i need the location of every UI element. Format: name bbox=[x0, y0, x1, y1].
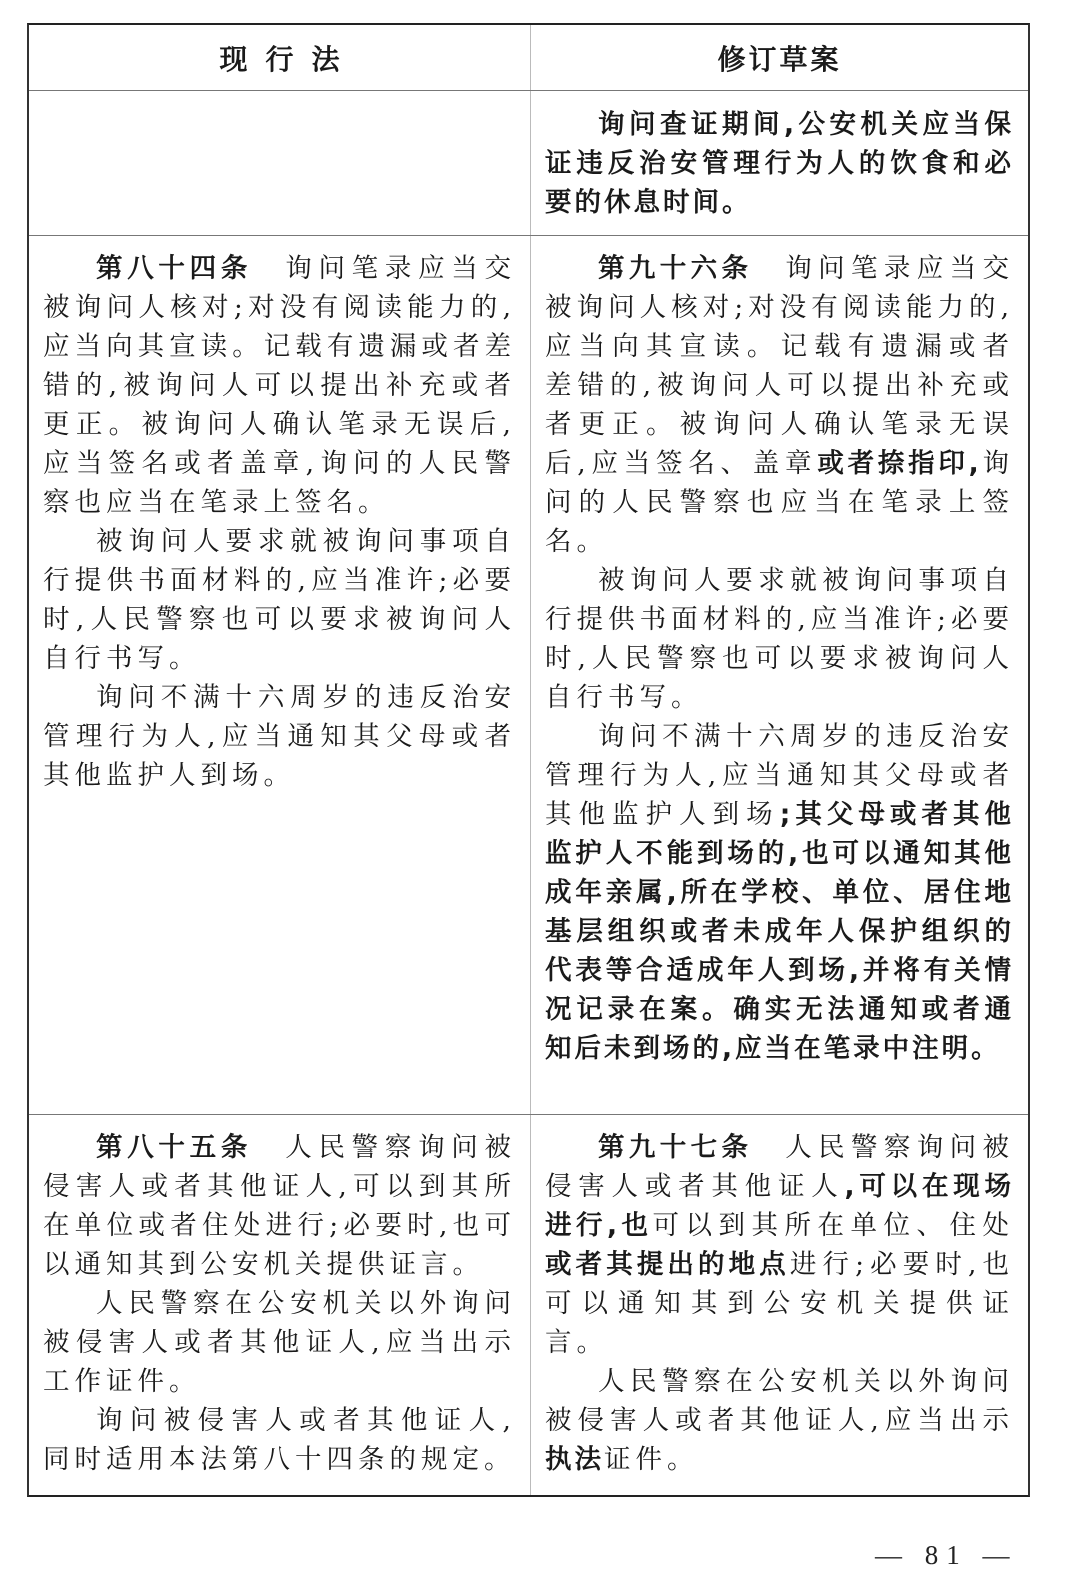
bold-text: 或者捺指印, bbox=[817, 448, 982, 479]
current-law-cell bbox=[29, 236, 531, 1114]
bold-text: 第八十四条 bbox=[96, 253, 253, 284]
text: 被询问人要求就被询问事项自行提供书面材料的,应当准许;必要时,人民警察也可以要求被询问人自行书写。 bbox=[545, 565, 1014, 713]
table-row bbox=[29, 235, 1028, 1114]
paragraph bbox=[43, 249, 516, 522]
text: 询问被侵害人或者其他证人,同时适用本法第八十四条的规定。 bbox=[43, 1405, 516, 1475]
text: 询问笔录应当交被询问人核对;对没有阅读能力的,应当向其宣读。记载有遗漏或者差错的,被询问人可以提出补充或者更正。被询问人确认笔录无误后,应当签名或者盖章,询问的人民警察也应当在笔录上签名。 bbox=[43, 253, 517, 518]
comparison-table bbox=[27, 23, 1030, 1497]
current-law-cell bbox=[29, 1115, 531, 1495]
paragraph bbox=[545, 561, 1014, 717]
header-revised-draft: 修订草案 bbox=[717, 42, 842, 76]
text: 询问不满十六周岁的违反治安管理行为人,应当通知其父母或者其他监护人到场。 bbox=[43, 682, 516, 791]
text: 询问不满十六周岁的违反治安管理行为人,应当通知其父母或者其他监护人到场 bbox=[545, 721, 1014, 830]
paragraph bbox=[43, 1284, 516, 1401]
revised-draft-cell bbox=[531, 91, 1028, 235]
text: 证件。 bbox=[604, 1444, 699, 1475]
bold-text: ;其父母或者其他监护人不能到场的,也可以通知其他成年亲属,所在学校、单位、居住地基层组织或者未成年人保护组织的代表等合适成年人到场,并将有关情况记录在案。确实无法通知或者通知后未到场的,应当在笔录中注明。 bbox=[545, 799, 1014, 1064]
page-number: — 81 — bbox=[875, 1540, 1018, 1570]
revised-draft-cell bbox=[531, 1115, 1028, 1495]
text: 人民警察在公安机关以外询问被侵害人或者其他证人,应当出示 bbox=[545, 1366, 1014, 1436]
text: 人民警察询问被侵害人或者其他证人,可以到其所在单位或者住处进行;必要时,也可以通知其到公安机关提供证言。 bbox=[43, 1132, 517, 1280]
paragraph bbox=[43, 1401, 516, 1479]
bold-text: 或者其提出的地点 bbox=[545, 1249, 790, 1280]
paragraph bbox=[43, 678, 516, 795]
paragraph bbox=[43, 522, 516, 678]
bold-text: 询问查证期间,公安机关应当保证违反治安管理行为人的饮食和必要的休息时间。 bbox=[545, 109, 1014, 218]
text: 询问的人民警察也应当在笔录上签名。 bbox=[545, 448, 1014, 557]
revised-draft-cell bbox=[531, 236, 1028, 1114]
paragraph bbox=[545, 249, 1014, 561]
text: 询问笔录应当交被询问人核对;对没有阅读能力的,应当向其宣读。记载有遗漏或者差错的,被询问人可以提出补充或者更正。被询问人确认笔录无误后,应当签名、盖章 bbox=[545, 253, 1014, 479]
table-header-row bbox=[29, 25, 1028, 90]
bold-text: 第九十七条 bbox=[598, 1132, 753, 1163]
table-row bbox=[29, 1114, 1028, 1495]
text: 人民警察在公安机关以外询问被侵害人或者其他证人,应当出示工作证件。 bbox=[43, 1288, 516, 1397]
text: 可以到其所在单位、住处 bbox=[652, 1210, 1014, 1241]
paragraph bbox=[545, 105, 1014, 222]
paragraph bbox=[545, 1362, 1014, 1479]
header-current-law: 现行法 bbox=[29, 25, 531, 90]
bold-text: 第九十六条 bbox=[598, 253, 753, 284]
paragraph bbox=[545, 1128, 1014, 1362]
paragraph bbox=[545, 717, 1014, 1068]
text: 被询问人要求就被询问事项自行提供书面材料的,应当准许;必要时,人民警察也可以要求被询问人自行书写。 bbox=[43, 526, 516, 674]
table-row bbox=[29, 90, 1028, 235]
text: 进行;必要时,也可以通知其到公安机关提供证言。 bbox=[545, 1249, 1014, 1358]
bold-text: 第八十五条 bbox=[96, 1132, 253, 1163]
paragraph bbox=[43, 1128, 516, 1284]
bold-text: ,可以在现场进行,也 bbox=[545, 1171, 1014, 1241]
current-law-cell bbox=[29, 91, 531, 235]
bold-text: 执法 bbox=[545, 1444, 604, 1475]
text: 人民警察询问被侵害人或者其他证人 bbox=[545, 1132, 1014, 1202]
